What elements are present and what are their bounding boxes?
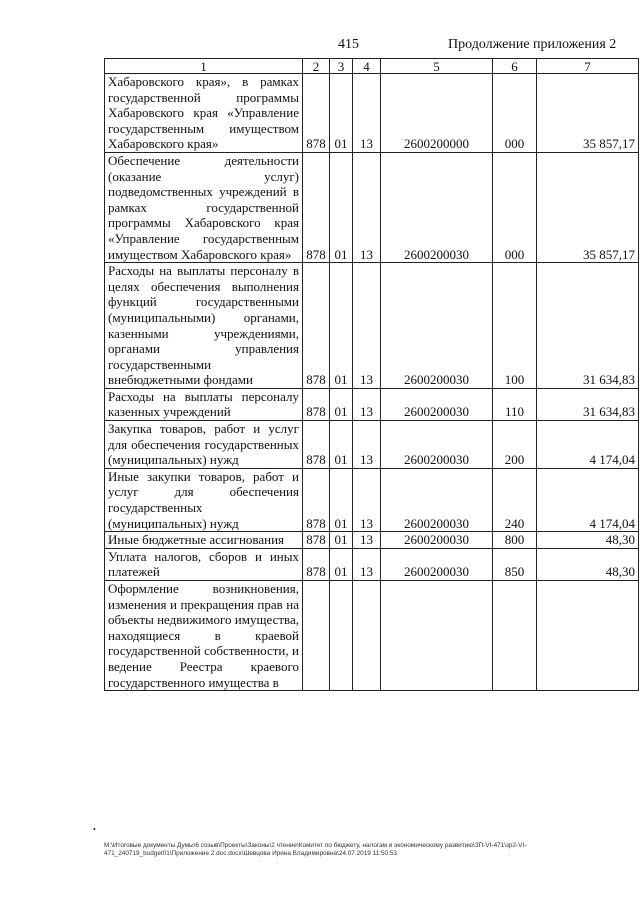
cell-target-article: 2600200030 [381, 152, 493, 262]
table-row [105, 74, 639, 153]
row-name: Расходы на выплаты персоналу казенных учреждений [105, 388, 303, 420]
table-row [105, 388, 639, 420]
row-name: Иные закупки товаров, работ и услуг для обеспечения государственных (муниципальных) нужд [105, 468, 303, 531]
column-header: 4 [353, 59, 381, 74]
cell-section: 01 [330, 532, 353, 549]
cell-amount: 4 174,04 [537, 421, 639, 469]
cell-admin-code [303, 581, 330, 691]
cell-subsection: 13 [353, 421, 381, 469]
cell-amount: 35 857,17 [537, 152, 639, 262]
cell-admin-code: 878 [303, 74, 330, 153]
table-row [105, 548, 639, 580]
table-row [105, 263, 639, 389]
cell-subsection: 13 [353, 388, 381, 420]
cell-amount: 4 174,04 [537, 468, 639, 531]
cell-amount: 31 634,83 [537, 263, 639, 389]
cell-target-article: 2600200030 [381, 388, 493, 420]
cell-admin-code: 878 [303, 468, 330, 531]
cell-target-article: 2600200030 [381, 548, 493, 580]
cell-amount: 48,30 [537, 532, 639, 549]
continuation-title: Продолжение приложения 2 [448, 37, 617, 52]
cell-section: 01 [330, 468, 353, 531]
row-name: Хабаровского края», в рамках государственной программы Хабаровского края «Управление государственным имуществом Хабаровского края» [105, 74, 303, 153]
cell-section: 01 [330, 152, 353, 262]
cell-expense-type: 100 [493, 263, 537, 389]
cell-admin-code: 878 [303, 421, 330, 469]
cell-expense-type: 110 [493, 388, 537, 420]
cell-section: 01 [330, 388, 353, 420]
cell-target-article: 2600200030 [381, 468, 493, 531]
cell-admin-code: 878 [303, 263, 330, 389]
row-name: Обеспечение деятельности (оказание услуг) подведомственных учреждений в рамках государственной программы Хабаровского края «Управление государственным имуществом Хабаровского края» [105, 152, 303, 262]
cell-subsection: 13 [353, 152, 381, 262]
cell-amount: 35 857,17 [537, 74, 639, 153]
cell-expense-type: 850 [493, 548, 537, 580]
file-path-footer [104, 842, 616, 858]
cell-expense-type: 800 [493, 532, 537, 549]
row-name: Закупка товаров, работ и услуг для обеспечения государственных (муниципальных) нужд [105, 421, 303, 469]
cell-admin-code: 878 [303, 532, 330, 549]
cell-section [330, 581, 353, 691]
cell-section: 01 [330, 74, 353, 153]
row-name: Расходы на выплаты персоналу в целях обеспечения выполнения функций государственными (муниципальными) органами, казенными учреждениями, органами управления государственными внебюджетными фондами [105, 263, 303, 389]
header-row [105, 59, 639, 74]
column-header: 1 [105, 59, 303, 74]
footer-line: M:\Итоговые документы Думы\6 созыв\Проекты\Законы\2 чтение\Комитет по бюджету, налогам и экономическому развитию\ЗП-VI-471\зр2-VI- [104, 842, 527, 849]
cell-target-article: 2600200030 [381, 532, 493, 549]
table-row [105, 581, 639, 691]
cell-section: 01 [330, 263, 353, 389]
row-name: Иные бюджетные ассигнования [105, 532, 303, 549]
cell-amount: 31 634,83 [537, 388, 639, 420]
cell-expense-type: 200 [493, 421, 537, 469]
table-row [105, 468, 639, 531]
cell-section: 01 [330, 548, 353, 580]
cell-subsection: 13 [353, 532, 381, 549]
margin-dot: • [93, 825, 96, 834]
footer-line: 471_240719_budget01\Приложение 2.doc.docx\Шевцова Ирина Владимировна\24.07.2019 11:50:53 [104, 850, 397, 857]
table-row [105, 421, 639, 469]
cell-target-article: 2600200000 [381, 74, 493, 153]
cell-subsection: 13 [353, 74, 381, 153]
row-name: Уплата налогов, сборов и иных платежей [105, 548, 303, 580]
cell-expense-type: 240 [493, 468, 537, 531]
column-header: 6 [493, 59, 537, 74]
cell-target-article: 2600200030 [381, 263, 493, 389]
cell-amount: 48,30 [537, 548, 639, 580]
cell-expense-type [493, 581, 537, 691]
row-name: Оформление возникновения, изменения и прекращения прав на объекты недвижимого имущества, находящиеся в краевой государственной собственности, и ведение Реестра краевого государственного имущества в [105, 581, 303, 691]
table-row [105, 152, 639, 262]
page-number: 415 [338, 37, 359, 52]
cell-subsection: 13 [353, 468, 381, 531]
cell-admin-code: 878 [303, 388, 330, 420]
column-header: 2 [303, 59, 330, 74]
cell-admin-code: 878 [303, 548, 330, 580]
budget-table [104, 58, 639, 691]
cell-expense-type: 000 [493, 74, 537, 153]
cell-subsection: 13 [353, 548, 381, 580]
table-row [105, 532, 639, 549]
cell-section: 01 [330, 421, 353, 469]
column-header: 5 [381, 59, 493, 74]
column-header: 7 [537, 59, 639, 74]
column-header: 3 [330, 59, 353, 74]
cell-expense-type: 000 [493, 152, 537, 262]
cell-amount [537, 581, 639, 691]
cell-subsection: 13 [353, 263, 381, 389]
cell-admin-code: 878 [303, 152, 330, 262]
cell-subsection [353, 581, 381, 691]
cell-target-article [381, 581, 493, 691]
cell-target-article: 2600200030 [381, 421, 493, 469]
